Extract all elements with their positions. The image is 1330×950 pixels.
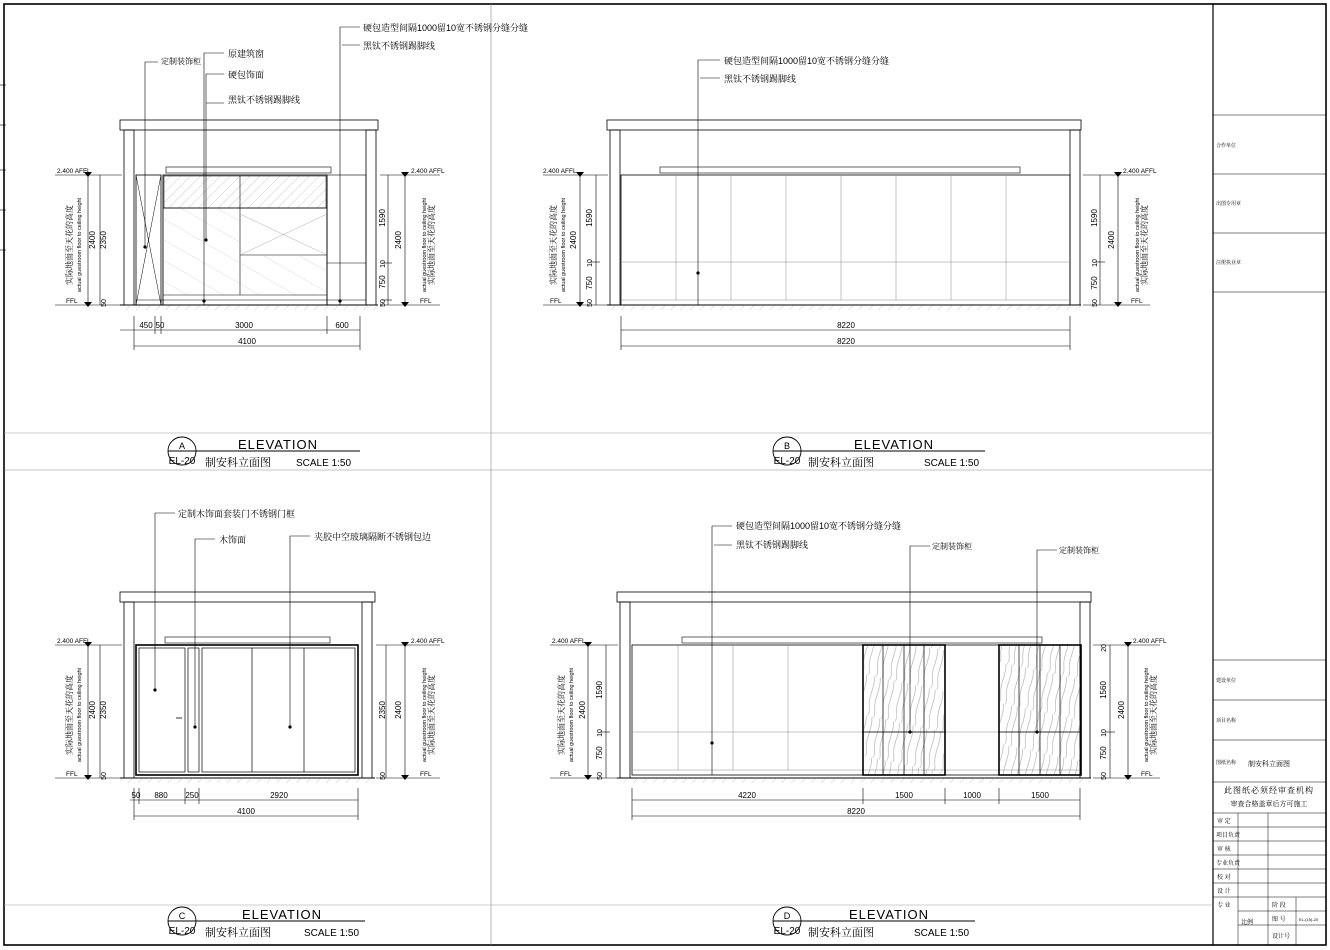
b-right-dim-1: 10	[1092, 259, 1099, 267]
a-right-dim-1: 10	[380, 260, 387, 268]
d-title-scale: SCALE 1:50	[914, 928, 970, 939]
a-callout-5: 黑钛不锈钢踢脚线	[363, 41, 436, 51]
a-left-dim-1: 2350	[99, 231, 108, 249]
title-block-notice-line1: 此图纸必须经审查机构	[1224, 786, 1314, 795]
d-title-subtitle: 制安科立面图	[808, 927, 874, 939]
title-block-row-1: 项目负责	[1216, 833, 1241, 839]
c-title-subtitle: 制安科立面图	[205, 927, 271, 939]
a-total-dim: 4100	[238, 337, 256, 346]
a-title-letter: A	[178, 441, 186, 451]
elevation-d	[550, 520, 1167, 939]
c-level-ffl-left: FFL	[66, 771, 78, 778]
d-level-top-left: 2.400 AFFL	[552, 638, 586, 645]
elevation-b	[543, 55, 1157, 469]
title-block-notice-line2: 审查合格盖章后方可施工	[1230, 801, 1308, 808]
d-bottom-dim-3: 1500	[1031, 791, 1049, 800]
c-title-letter: C	[178, 911, 186, 921]
b-level-top-left: 2.400 AFFL	[543, 168, 577, 175]
title-block-row-0: 审 定	[1217, 819, 1231, 825]
a-bottom-dim-2: 3000	[235, 321, 253, 330]
c-bottom-dim-0: 50	[131, 791, 141, 800]
c-title-heading: ELEVATION	[241, 907, 323, 922]
c-level-top-right: 2.400 AFFL	[411, 638, 445, 645]
c-left-dim-1: 2350	[99, 701, 108, 719]
a-level-top-right: 2.400 AFFL	[411, 168, 445, 175]
b-callout-0: 硬包造型间隔1000留10宽不锈钢分缝分缝	[724, 56, 890, 66]
c-bottom-dim-1: 880	[154, 791, 168, 800]
b-total-dim: 8220	[837, 337, 855, 346]
d-callout-0: 硬包造型间隔1000留10宽不锈钢分缝分缝	[736, 521, 902, 531]
sheet-border	[4, 4, 1326, 945]
title-block-row-5: 设 计	[1217, 889, 1231, 895]
title-block-stamp: 出图专用章	[1216, 201, 1242, 207]
title-block-row-4: 校 对	[1217, 875, 1231, 881]
d-level-ffl-right: FFL	[1141, 771, 1153, 778]
title-block-row-6: 专 业	[1217, 903, 1231, 909]
d-height-en-right: actual guestroom floor to ceiling height	[1144, 667, 1150, 763]
b-left-dim-0: 1590	[585, 209, 594, 227]
b-right-dim-3: 50	[1092, 299, 1099, 307]
a-callout-0: 定制装饰柜	[161, 57, 201, 66]
a-callout-1: 原建筑窗	[228, 49, 265, 59]
title-block-drawing-name-label: 图纸名称	[1216, 760, 1237, 766]
title-block-row-2: 审 核	[1217, 847, 1231, 853]
title-block-drawing-no-label: 图 号	[1272, 917, 1286, 923]
a-left-dim-2: 50	[101, 299, 108, 307]
title-block-design-no-label: 设计号	[1272, 934, 1291, 940]
d-left-dim-1: 10	[597, 729, 604, 737]
a-height-en-right: actual guestroom floor to ceiling height	[422, 197, 428, 293]
c-callout-0: 定制木饰面套装门不锈钢门框	[178, 509, 296, 519]
b-height-en-left: actual guestroom floor to ceiling height	[561, 197, 567, 293]
d-bottom-dim-0: 4220	[738, 791, 756, 800]
d-callout-1: 黑钛不锈钢踢脚线	[736, 540, 809, 550]
d-callout-2: 定制装饰柜	[932, 542, 972, 551]
elevation-a	[55, 22, 528, 469]
d-title-heading: ELEVATION	[848, 907, 930, 922]
a-level-top-left: 2.400 AFFL	[57, 168, 91, 175]
a-height-en-left: actual guestroom floor to ceiling height	[77, 197, 83, 293]
b-left-dim-2: 750	[585, 276, 594, 290]
c-height-en-left: actual guestroom floor to ceiling height	[77, 667, 83, 763]
c-right-dim-2: 50	[380, 772, 387, 780]
d-right-dim-3: 750	[1099, 746, 1108, 760]
b-level-ffl-left: FFL	[550, 298, 562, 305]
c-level-ffl-right: FFL	[420, 771, 432, 778]
d-bottom-dim-2: 1000	[963, 791, 981, 800]
a-title-sheet: EL-20	[168, 456, 196, 467]
b-left-dim-1: 10	[587, 259, 594, 267]
a-right-dim-2: 750	[378, 275, 387, 289]
c-height-cn-right: 实际地面至天花的高度	[427, 675, 436, 755]
c-right-dim-0: 2350	[378, 701, 387, 719]
title-block-coop: 合作单位	[1216, 143, 1237, 149]
b-left-dim-3: 50	[587, 299, 594, 307]
c-bottom-dim-3: 2920	[270, 791, 288, 800]
d-right-dim-0: 20	[1101, 644, 1108, 652]
a-title-heading: ELEVATION	[237, 437, 319, 452]
title-block-stage-label: 阶 段	[1272, 903, 1286, 909]
c-title-scale: SCALE 1:50	[304, 928, 360, 939]
d-title-letter: D	[783, 911, 791, 921]
d-right-dim-4: 50	[1101, 772, 1108, 780]
d-level-ffl-left: FFL	[560, 771, 572, 778]
c-right-dim-1: 2400	[394, 701, 403, 719]
b-height-cn-left: 实际地面至天花的高度	[549, 205, 558, 285]
a-bottom-dim-0: 450	[139, 321, 153, 330]
d-bottom-dim-1: 1500	[895, 791, 913, 800]
d-left-dim-0: 1590	[595, 681, 604, 699]
b-right-dim-2: 750	[1090, 276, 1099, 290]
title-block-client: 建设单位	[1216, 678, 1237, 684]
c-level-top-left: 2.400 AFFL	[57, 638, 91, 645]
title-block-row-3: 专业负责	[1216, 861, 1241, 867]
d-level-top-right: 2.400 AFFL	[1133, 638, 1167, 645]
title-block-project: 项目名称	[1216, 718, 1237, 724]
d-callout-3: 定制装饰柜	[1059, 546, 1099, 555]
c-left-dim-0: 2400	[88, 701, 97, 719]
b-height-cn-right: 实际地面至天花的高度	[1140, 205, 1149, 285]
b-title-sheet: EL-20	[773, 456, 801, 467]
b-right-dim-4: 2400	[1107, 231, 1116, 249]
b-level-top-right: 2.400 AFFL	[1123, 168, 1157, 175]
b-level-ffl-right: FFL	[1131, 298, 1143, 305]
d-height-cn-right: 实际地面至天花的高度	[1149, 675, 1158, 755]
d-right-dim-2: 10	[1101, 729, 1108, 737]
a-right-dim-4: 2400	[394, 231, 403, 249]
d-total-dim: 8220	[847, 807, 865, 816]
b-title-heading: ELEVATION	[853, 437, 935, 452]
d-height-en-left: actual guestroom floor to ceiling height	[569, 667, 575, 763]
d-left-dim-3: 50	[597, 772, 604, 780]
b-right-dim-0: 1590	[1090, 209, 1099, 227]
left-edge-ticks	[0, 85, 6, 250]
b-height-en-right: actual guestroom floor to ceiling height	[1135, 197, 1141, 293]
a-bottom-dim-3: 600	[335, 321, 349, 330]
d-left-dim-4: 2400	[578, 701, 587, 719]
title-block	[1213, 115, 1326, 945]
a-callout-3: 黑钛不锈钢踢脚线	[228, 95, 301, 105]
title-block-scale-label: 比例	[1241, 920, 1254, 926]
c-callout-2: 夹胶中空玻璃隔断不锈钢包边	[314, 532, 432, 542]
title-block-drawing-name: 制安科立面图	[1248, 761, 1290, 768]
a-title-scale: SCALE 1:50	[296, 458, 352, 469]
a-bottom-dim-1: 50	[155, 321, 165, 330]
b-bottom-dim-0: 8220	[837, 321, 855, 330]
b-title-subtitle: 制安科立面图	[808, 457, 874, 469]
a-height-cn-left: 实际地面至天花的高度	[65, 205, 74, 285]
c-total-dim: 4100	[237, 807, 255, 816]
title-block-drawing-no: EL-(15)-20	[1299, 917, 1319, 922]
a-height-cn-right: 实际地面至天花的高度	[427, 205, 436, 285]
c-callout-1: 木饰面	[219, 535, 247, 545]
b-title-letter: B	[783, 441, 791, 451]
title-block-license: 注册执业章	[1216, 260, 1242, 266]
d-left-dim-2: 750	[595, 746, 604, 760]
b-title-scale: SCALE 1:50	[924, 458, 980, 469]
b-callout-1: 黑钛不锈钢踢脚线	[724, 74, 797, 84]
c-height-en-right: actual guestroom floor to ceiling height	[422, 667, 428, 763]
a-callout-4: 硬包造型间隔1000留10宽不锈钢分缝分缝	[363, 23, 529, 33]
a-left-dim-0: 2400	[88, 231, 97, 249]
a-level-ffl-left: FFL	[66, 298, 78, 305]
a-right-dim-3: 50	[380, 299, 387, 307]
c-height-cn-left: 实际地面至天花的高度	[65, 675, 74, 755]
a-right-dim-0: 1590	[378, 209, 387, 227]
d-title-sheet: EL-20	[773, 926, 801, 937]
a-level-ffl-right: FFL	[420, 298, 432, 305]
d-right-dim-5: 2400	[1117, 701, 1126, 719]
c-bottom-dim-2: 250	[185, 791, 199, 800]
b-left-dim-4: 2400	[569, 231, 578, 249]
a-callout-2: 硬包饰面	[228, 70, 265, 80]
d-right-dim-1: 1560	[1099, 681, 1108, 699]
elevation-c	[55, 508, 445, 939]
c-title-sheet: EL-20	[168, 926, 196, 937]
c-left-dim-2: 50	[101, 772, 108, 780]
d-height-cn-left: 实际地面至天花的高度	[557, 675, 566, 755]
a-title-subtitle: 制安科立面图	[205, 457, 271, 469]
